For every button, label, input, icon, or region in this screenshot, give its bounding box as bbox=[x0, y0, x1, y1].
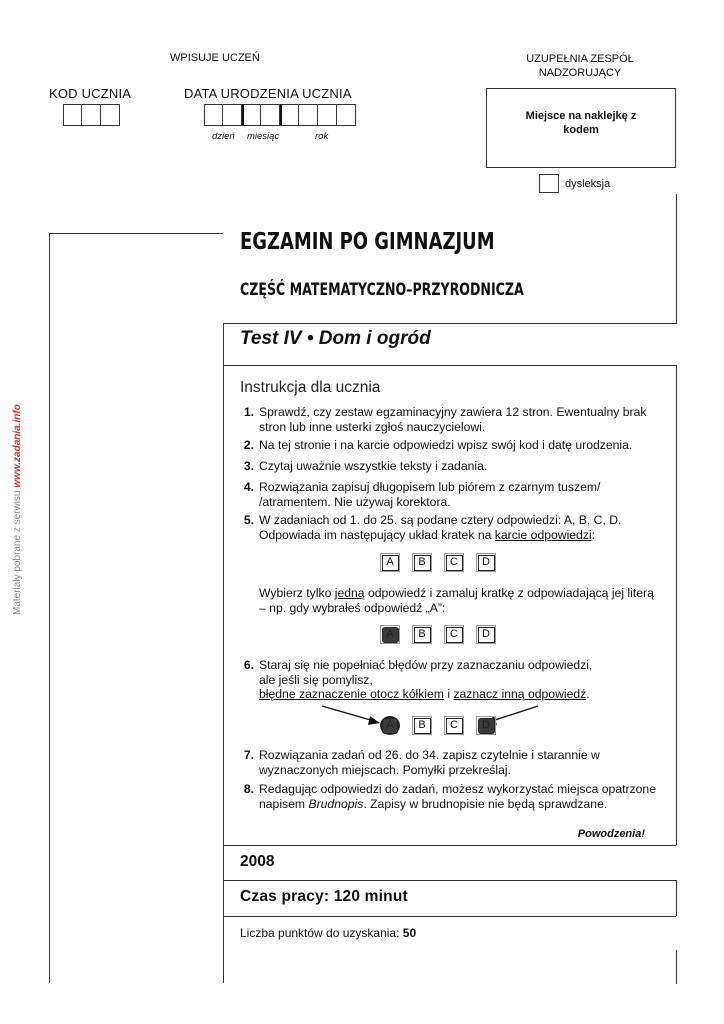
frame-line bbox=[49, 233, 223, 234]
day-label: dzień bbox=[212, 131, 235, 142]
item-text-part: : bbox=[591, 527, 596, 542]
option-box bbox=[476, 625, 496, 644]
student-code-field[interactable] bbox=[63, 104, 120, 126]
code-cell[interactable] bbox=[101, 104, 120, 126]
date-cell[interactable] bbox=[299, 104, 318, 126]
answer-boxes-example-filled bbox=[380, 625, 496, 644]
frame-line bbox=[676, 880, 677, 916]
option-box-filled bbox=[380, 625, 400, 644]
option-letter: C bbox=[446, 627, 463, 643]
item-number: 2. bbox=[243, 438, 254, 452]
date-cell[interactable] bbox=[337, 104, 356, 126]
exam-duration: Czas pracy: 120 minut bbox=[240, 888, 408, 905]
frame-line bbox=[676, 950, 677, 984]
item-text-part: Redagując odpowiedzi do zadań, możesz wykorzystać miejsca opatrzone napisem bbox=[259, 782, 656, 811]
option-box bbox=[444, 716, 464, 735]
date-cell[interactable] bbox=[318, 104, 337, 126]
exam-subtitle: CZĘŚĆ MATEMATYCZNO–PRZYRODNICZA bbox=[240, 280, 524, 300]
birth-date-field[interactable] bbox=[204, 104, 356, 126]
option-box-circled bbox=[380, 716, 400, 735]
side-watermark-prefix: Materiały pobrane z serwisu bbox=[12, 487, 23, 615]
date-cell[interactable] bbox=[223, 104, 242, 126]
test-title: Test IV • Dom i ogród bbox=[240, 328, 431, 349]
item-text: Rozwiązania zapisuj długopisem lub piórem z czarnym tuszem/ /atramentem. Nie używaj korektora. bbox=[259, 480, 601, 509]
item-number: 8. bbox=[243, 782, 254, 796]
item-text: Czytaj uważnie wszystkie teksty i zadania. bbox=[259, 459, 488, 473]
frame-line bbox=[49, 233, 50, 983]
frame-line bbox=[224, 880, 676, 881]
frame-line bbox=[224, 916, 676, 917]
frame-line bbox=[224, 365, 676, 366]
option-letter: D bbox=[478, 627, 495, 643]
option-letter: B bbox=[414, 627, 431, 643]
item-text bbox=[259, 513, 657, 542]
date-cell[interactable] bbox=[242, 104, 261, 126]
item-text-italic: Brudnopis bbox=[308, 796, 364, 811]
student-code-label: KOD UCZNIA bbox=[49, 86, 132, 101]
item-text-part: W zadaniach od 1. do 25. są podane cztery odpowiedzi: A, B, C, D. Odpowiada im następujący układ kratek na bbox=[259, 513, 622, 542]
item-text: Na tej stronie i na karcie odpowiedzi wpisz swój kod i datę urodzenia. bbox=[259, 438, 633, 452]
option-box bbox=[380, 553, 400, 572]
option-box bbox=[444, 625, 464, 644]
option-letter: C bbox=[446, 555, 463, 571]
choose-text-underlined: jedną bbox=[334, 586, 365, 600]
exam-year: 2008 bbox=[240, 853, 275, 870]
item-number: 5. bbox=[243, 513, 254, 527]
exam-title: EGZAMIN PO GIMNAZJUM bbox=[240, 229, 495, 255]
date-cell[interactable] bbox=[280, 104, 299, 126]
option-letter: A bbox=[382, 718, 398, 734]
item-text-part: . Zapisy w brudnopisie nie będą sprawdzane. bbox=[363, 796, 608, 811]
option-box-filled bbox=[476, 716, 496, 735]
item-text bbox=[259, 782, 657, 811]
option-letter: B bbox=[414, 718, 431, 734]
sticker-area bbox=[486, 88, 676, 168]
answer-boxes-example-corrected bbox=[380, 716, 496, 735]
option-letter: A bbox=[382, 627, 399, 643]
item-number: 4. bbox=[243, 480, 254, 494]
instructions-heading: Instrukcja dla ucznia bbox=[240, 379, 381, 396]
max-points bbox=[240, 926, 416, 940]
dyslexia-label: dysleksja bbox=[565, 178, 611, 190]
choose-text-part: Wybierz tylko bbox=[259, 586, 335, 600]
birth-date-label: DATA URODZENIA UCZNIA bbox=[184, 86, 352, 101]
item-number: 7. bbox=[243, 748, 254, 762]
instructions-list bbox=[240, 405, 660, 840]
item-text bbox=[259, 658, 657, 702]
item-text-underlined: błędne zaznaczenie otocz kółkiem bbox=[259, 687, 444, 701]
year-label: rok bbox=[315, 131, 329, 142]
month-label: miesiąc bbox=[247, 131, 280, 142]
item-text-underlined: zaznacz inną odpowiedź bbox=[453, 687, 587, 701]
max-points-label: Liczba punktów do uzyskania: bbox=[240, 926, 403, 940]
option-letter: D bbox=[478, 718, 495, 734]
date-cell[interactable] bbox=[261, 104, 280, 126]
answer-boxes-example-empty bbox=[380, 553, 496, 572]
dyslexia-checkbox[interactable] bbox=[539, 174, 559, 193]
option-letter: B bbox=[414, 555, 431, 571]
side-watermark bbox=[12, 404, 23, 615]
side-watermark-site[interactable]: www.zadania.info bbox=[12, 404, 23, 488]
max-points-value: 50 bbox=[402, 926, 417, 940]
frame-line bbox=[224, 845, 676, 846]
frame-line bbox=[223, 323, 224, 983]
item-text-part: . bbox=[586, 687, 590, 701]
code-cell[interactable] bbox=[63, 104, 82, 126]
item-text-line: ale jeśli się pomylisz, bbox=[259, 672, 373, 687]
item-text: Rozwiązania zadań od 26. do 34. zapisz czytelnie i starannie w wyznaczonych miejscach. Pomyłki przekreślaj. bbox=[259, 748, 600, 777]
choose-text-part: odpowiedź i zamaluj kratkę z odpowiadającą jej literą – np. gdy wybrałeś odpowiedź „A”: bbox=[259, 586, 654, 615]
option-box bbox=[412, 716, 432, 735]
item-text-part: i bbox=[443, 687, 454, 701]
option-letter: D bbox=[478, 555, 495, 571]
date-cell[interactable] bbox=[204, 104, 223, 126]
frame-line bbox=[676, 194, 677, 324]
sticker-label: Miejsce na naklejkę z kodem bbox=[525, 110, 637, 136]
student-fills-label: WPISUJE UCZEŃ bbox=[170, 52, 260, 64]
committee-fills-label: UZUPEŁNIA ZESPÓŁ NADZORUJĄCY bbox=[526, 53, 634, 79]
option-box bbox=[476, 553, 496, 572]
option-box bbox=[444, 553, 464, 572]
item-number: 1. bbox=[243, 405, 254, 419]
item-text-line: Staraj się nie popełniać błędów przy zaznaczaniu odpowiedzi, bbox=[259, 658, 593, 672]
frame-line bbox=[224, 323, 676, 324]
option-box bbox=[412, 625, 432, 644]
code-cell[interactable] bbox=[82, 104, 101, 126]
option-box bbox=[412, 553, 432, 572]
item-text: Sprawdź, czy zestaw egzaminacyjny zawiera 12 stron. Ewentualny brak stron lub inne usterki zgłoś nauczycielowi. bbox=[259, 405, 647, 434]
frame-line bbox=[676, 365, 677, 845]
good-luck-text: Powodzenia! bbox=[577, 828, 645, 840]
option-letter: C bbox=[446, 718, 463, 734]
item-text-underlined: karcie odpowiedzi bbox=[494, 527, 592, 542]
item-number: 3. bbox=[243, 459, 254, 473]
choose-one-text bbox=[259, 586, 657, 615]
option-letter: A bbox=[382, 555, 399, 571]
item-number: 6. bbox=[243, 658, 254, 672]
